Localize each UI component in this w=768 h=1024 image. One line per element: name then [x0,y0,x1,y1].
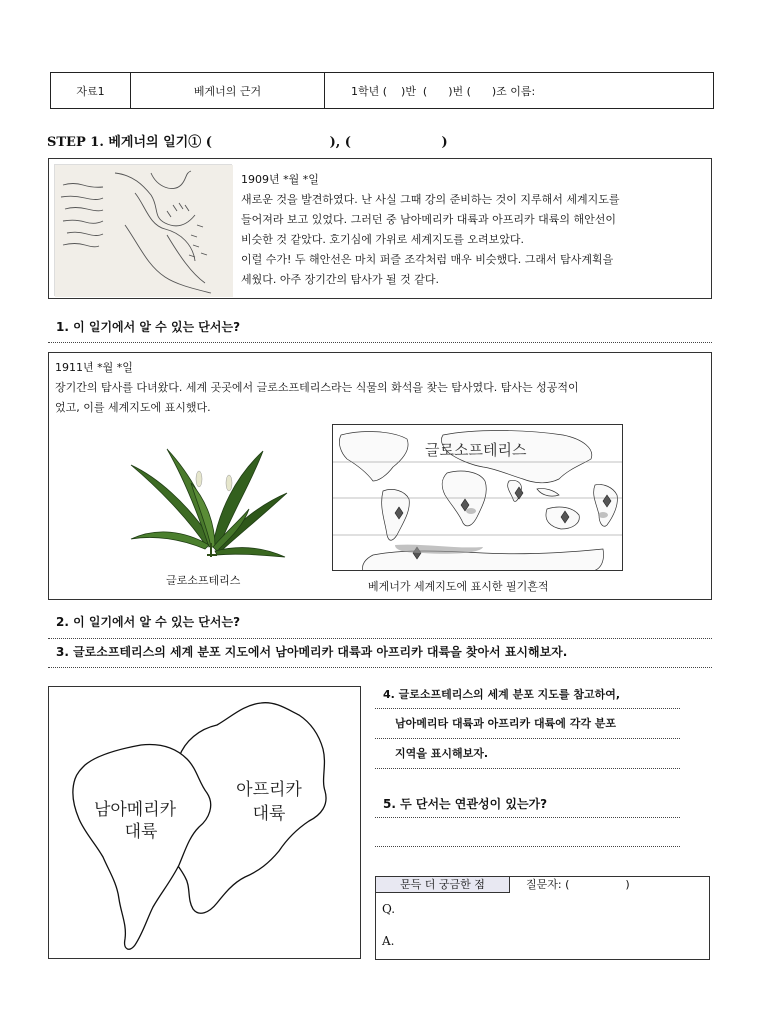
question-5: 5. 두 단서는 연관성이 있는가? [383,797,548,811]
diary1-date: 1909년 *월 *일 [241,173,319,186]
question-4-line2: 남아메리타 대륙과 아프리카 대륙에 각각 분포 [395,717,617,730]
answer-line-4b[interactable] [375,738,680,739]
diary1-line: 새로운 것을 발견하였다. 난 사실 그때 강의 준비하는 것이 지루해서 세계지도를 [241,193,620,206]
worksheet-title: 베게너의 근거 [131,73,325,108]
question-4-line3: 지역을 표시해보자. [395,747,489,760]
question-2: 2. 이 일기에서 알 수 있는 단서는? [56,615,241,629]
question-3: 3. 글로소프테리스의 세계 분포 지도에서 남아메리카 대륙과 아프리카 대륙을 찾아서 표시해보자. [56,645,568,659]
diary2-line: 었고, 이를 세계지도에 표시했다. [55,401,211,414]
material-label: 자료1 [51,73,131,108]
asker-field[interactable]: 질문자: ( ) [526,878,630,891]
diary1-line: 이럴 수가! 두 해안선은 마치 퍼즐 조각처럼 매우 비슷했다. 그래서 탐사계획을 [241,253,614,266]
south-america-label: 남아메리카 [93,800,177,819]
student-info[interactable]: 1학년 ( )반 ( )번 ( )조 이름: [351,84,536,98]
answer-line-3[interactable] [48,667,712,668]
diary1-line: 들어져라 보고 있었다. 그러던 중 남아메리카 대륙과 아프리카 대륙의 해안선이 [241,213,616,226]
africa-label-sub: 대륙 [252,804,286,823]
answer-label[interactable]: A. [382,934,395,948]
diary2-text [55,358,707,418]
plant-caption: 글로소프테리스 [166,574,241,587]
question-4-line1: 4. 글로소프테리스의 세계 분포 지도를 참고하여, [383,688,621,701]
map-caption: 베게너가 세계지도에 표시한 필기흔적 [368,580,549,593]
wegener-sketch-image [54,164,232,296]
answer-line-4a[interactable] [375,708,680,709]
question-label[interactable]: Q. [382,902,396,916]
curiosity-tab: 문득 더 궁금한 점 [376,877,510,893]
diary1-text [241,170,706,290]
answer-line-2[interactable] [48,638,712,639]
glossopteris-plant-image [127,447,289,565]
answer-line-5a[interactable] [375,817,680,818]
diary1-line: 세웠다. 아주 장기간의 탐사가 될 것 같다. [241,273,439,286]
diary1-line: 비슷한 것 같았다. 호기심에 가위로 세계지도를 오려보았다. [241,233,524,246]
diary2-date: 1911년 *월 *일 [55,361,133,374]
continents-outline-box[interactable] [48,686,361,959]
answer-line-5b[interactable] [375,846,680,847]
header-table [50,72,714,109]
question-1: 1. 이 일기에서 알 수 있는 단서는? [56,320,241,334]
answer-line-1[interactable] [48,342,712,343]
answer-line-4c[interactable] [375,768,680,769]
africa-label: 아프리카 [236,780,302,799]
step-title: STEP 1. 베게너의 일기① ( ), ( ) [47,135,448,150]
glossopteris-world-map [332,424,623,571]
south-america-label-sub: 대륙 [124,822,158,841]
map-label: 글로소프테리스 [425,442,527,459]
diary2-line: 장기간의 탐사를 다녀왔다. 세계 곳곳에서 글로소프테리스라는 식물의 화석을 찾는 탐사였다. 탐사는 성공적이 [55,381,579,394]
